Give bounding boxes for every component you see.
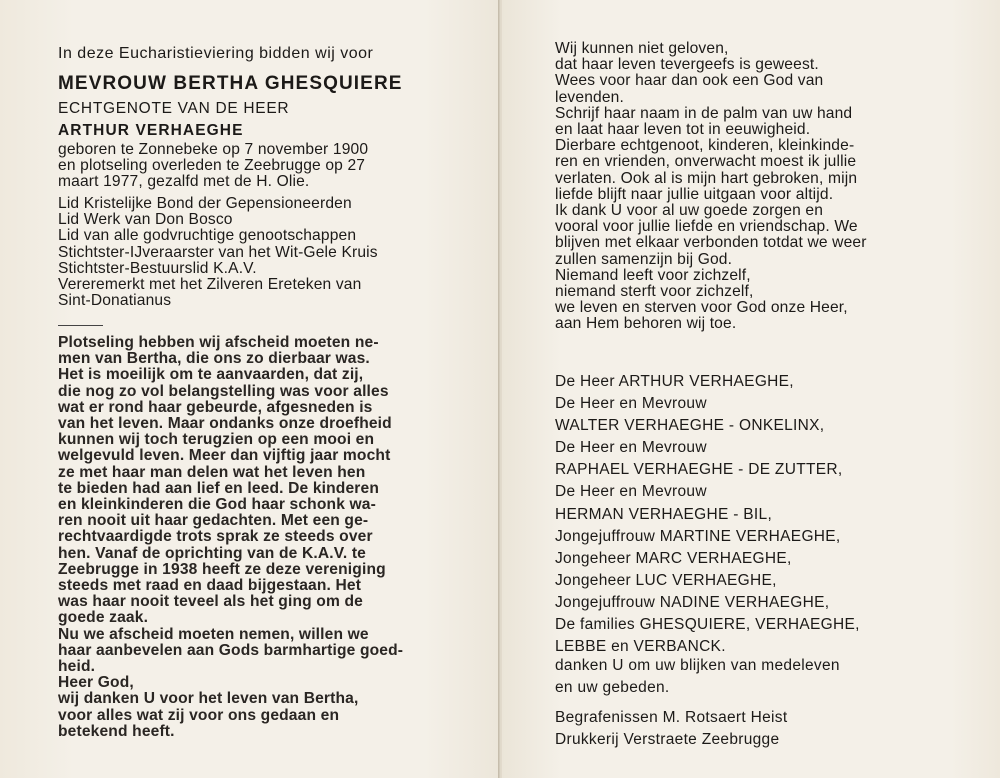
bio-line: maart 1977, gezalfd met de H. Olie. [58,173,310,191]
poem-line: levenden. [555,88,624,106]
mourner-line: Jongejuffrouw MARTINE VERHAEGHE, [555,527,841,545]
mourner-line: Jongejuffrouw NADINE VERHAEGHE, [555,593,830,611]
mourner-line: De Heer ARTHUR VERHAEGHE, [555,373,794,390]
biography-block [58,142,453,191]
credit-line: Begrafenissen M. Rotsaert Heist [555,709,788,726]
poem-line: Wees voor haar dan ook een God van [555,72,824,90]
section-divider [58,325,103,326]
eulogy-line: voor alles wat zij voor ons gedaan en [58,706,340,724]
printer-credits [555,707,787,750]
poem-line: en laat haar leven tot in eeuwigheid. [555,121,811,139]
mourner-line: LEBBE en VERBANCK. [555,638,726,656]
eulogy-line: kunnen wij toch terugzien op een mooi en [58,431,375,449]
poem-line: Schrijf haar naam in de palm van uw hand [555,104,853,122]
poem-line: zullen samenzijn bij God. [555,250,733,268]
poem-line: ren en vrienden, onverwacht moest ik jullie [555,153,857,171]
eulogy-line: steeds met raad en daad bijgestaan. Het [58,577,362,595]
mourner-line: Jongeheer MARC VERHAEGHE, [555,549,792,567]
intro-line: In deze Eucharistieviering bidden wij voor [58,45,374,62]
eulogy-line: wij danken U voor het leven van Bertha, [58,690,359,708]
membership-line: Sint-Donatianus [58,292,172,310]
mourner-line: WALTER VERHAEGHE - ONKELINX, [555,417,825,435]
mourner-line: Jongeheer LUC VERHAEGHE, [555,571,777,589]
mourner-line: De Heer en Mevrouw [555,439,707,457]
membership-line: Lid Kristelijke Bond der Gepensioneerden [58,195,352,212]
eulogy-line: betekend heeft. [58,722,175,740]
membership-line: Lid Werk van Don Bosco [58,211,233,229]
credit-line: Drukkerij Verstraete Zeebrugge [555,730,780,748]
eulogy-line: ren nooit uit haar gedachten. Met een ge- [58,512,369,530]
eulogy-line: Zeebrugge in 1938 heeft ze deze vereniging [58,560,386,578]
membership-line: Lid van alle godvruchtige genootschappen [58,227,357,245]
spouse-intro: ECHTGENOTE VAN DE HEER [58,100,290,117]
poem-line: Dierbare echtgenoot, kinderen, kleinkinde- [555,137,855,155]
membership-line: Stichtster-Bestuurslid K.A.V. [58,259,257,277]
eulogy-line: haar aanbevelen aan Gods barmhartige goed- [58,641,404,659]
poem-line: Ik dank U voor al uw goede zorgen en [555,202,824,220]
thanks-line: en uw gebeden. [555,678,670,696]
eulogy-line: hen. Vanaf de oprichting van de K.A.V. te [58,544,366,562]
mourner-line: HERMAN VERHAEGHE - BIL, [555,505,773,523]
mourner-line: De Heer en Mevrouw [555,395,707,413]
eulogy-line: Heer God, [58,674,134,692]
poem-line: verlaten. Ook al is mijn hart gebroken, mijn [555,169,858,187]
eulogy-line: welgevuld leven. Meer dan vijftig jaar mocht [58,447,391,465]
thanks-line: danken U om uw blijken van medeleven [555,657,840,674]
eulogy-line: Nu we afscheid moeten nemen, willen we [58,625,369,643]
eulogy-line: goede zaak. [58,609,149,627]
mourner-line: RAPHAEL VERHAEGHE - DE ZUTTER, [555,461,843,479]
eulogy-line: men van Bertha, die ons zo dierbaar was. [58,350,370,368]
spouse-name: ARTHUR VERHAEGHE [58,122,244,139]
eulogy-line: rechtvaardigde trots sprak ze steeds over [58,528,373,546]
memberships-block [58,196,453,309]
poem-block [555,41,867,333]
poem-line: Wij kunnen niet geloven, [555,40,729,57]
mourner-line: De Heer en Mevrouw [555,483,707,501]
eulogy-line: Het is moeilijk om te aanvaarden, dat zij, [58,366,364,384]
bio-line: en plotseling overleden te Zeebrugge op 27 [58,157,366,175]
poem-line: Niemand leeft voor zichzelf, [555,266,751,284]
eulogy-line: Plotseling hebben wij afscheid moeten ne- [58,334,379,351]
mourners-list [555,371,860,658]
eulogy-line: ze met haar man delen wat het leven hen [58,463,366,481]
eulogy-line: van het leven. Maar ondanks onze droefheid [58,415,392,433]
poem-line: dat haar leven tevergeefs is geweest. [555,56,819,74]
membership-line: Stichtster-IJveraarster van het Wit-Gele Kruis [58,243,378,261]
eulogy-line: heid. [58,658,96,676]
eulogy-line: en kleinkinderen die God haar schonk wa- [58,496,376,514]
poem-line: liefde blijft naar jullie uitgaan voor altijd. [555,185,834,203]
eulogy-line: te bieden had aan lief en leed. De kinderen [58,479,380,497]
poem-line: we leven en sterven voor God onze Heer, [555,299,848,317]
eulogy-line: wat er rond haar gebeurde, afgesneden is [58,398,373,416]
eulogy-block [58,335,453,740]
deceased-name: MEVROUW BERTHA GHESQUIERE [58,73,403,94]
membership-line: Vereremerkt met het Zilveren Ereteken van [58,276,362,294]
poem-line: blijven met elkaar verbonden totdat we weer [555,234,867,252]
mourner-line: De families GHESQUIERE, VERHAEGHE, [555,616,860,634]
eulogy-line: was haar nooit teveel als het ging om de [58,593,363,611]
bio-line: geboren te Zonnebeke op 7 november 1900 [58,141,369,158]
thanks-block [555,655,840,698]
poem-line: aan Hem behoren wij toe. [555,315,737,333]
poem-line: niemand sterft voor zichzelf, [555,283,754,301]
poem-line: vooral voor jullie liefde en vriendschap. We [555,218,858,236]
eulogy-line: die nog zo vol belangstelling was voor alles [58,382,389,400]
